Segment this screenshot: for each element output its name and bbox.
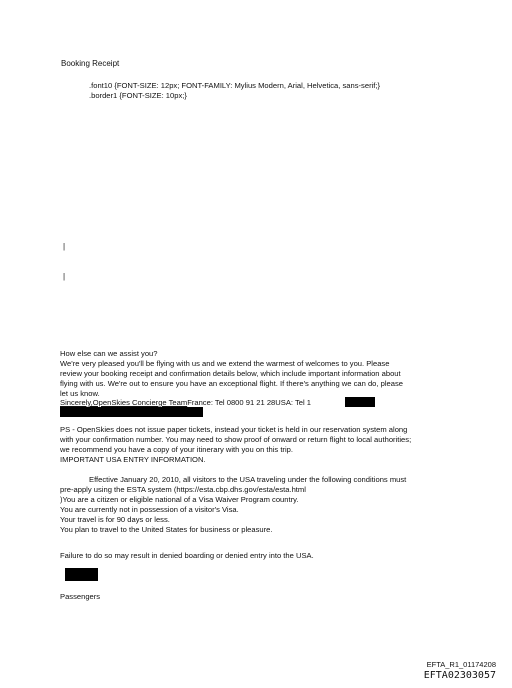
bates-number: EFTA02303057 [423, 670, 496, 681]
redaction-box [65, 568, 98, 581]
esta-condition: You are currently not in possession of a visitor's Visa. [60, 505, 239, 514]
vertical-bar-mark: | [63, 242, 66, 251]
signoff-phones: France: Tel 0800 91 21 28USA: Tel 1 [187, 398, 312, 407]
assist-line: review your booking receipt and confirmation details below, which include important information about [60, 369, 401, 378]
css-line-border1: .border1 {FONT-SIZE: 10px;} [89, 91, 187, 100]
esta-condition: )You are a citizen or eligible national of a Visa Waiver Program country. [60, 495, 299, 504]
ps-line: we recommend you have a copy of your itinerary with you on this trip. [60, 445, 293, 454]
assist-line: flying with us. We're out to ensure you have an exceptional flight. If there's anything we can do, please [60, 379, 403, 388]
css-line-font10: .font10 {FONT-SIZE: 12px; FONT-FAMILY: Mylius Modern, Arial, Helvetica, sans-serif;} [89, 81, 381, 90]
document-title: Booking Receipt [61, 59, 120, 68]
assist-heading: How else can we assist you? [60, 349, 158, 358]
ps-line: PS - OpenSkies does not issue paper tickets, instead your ticket is held in our reservation system along [60, 425, 408, 434]
assist-line: let us know. [60, 389, 100, 398]
signoff-team-link[interactable]: Sincerely,OpenSkies Concierge Team [60, 398, 188, 407]
failure-notice: Failure to do so may result in denied boarding or denied entry into the USA. [60, 551, 314, 560]
esta-line: Effective January 20, 2010, all visitors to the USA traveling under the following conditions must [89, 475, 407, 484]
assist-line: We're very pleased you'll be flying with us and we extend the warmest of welcomes to you. Please [60, 359, 390, 368]
passengers-label: Passengers [60, 592, 101, 601]
redaction-box [345, 397, 375, 407]
esta-condition: Your travel is for 90 days or less. [60, 515, 170, 524]
ps-line: with your confirmation number. You may need to show proof of onward or return flight to local authorities; [60, 435, 412, 444]
usa-entry-heading: IMPORTANT USA ENTRY INFORMATION. [60, 455, 206, 464]
esta-line: pre-apply using the ESTA system (https://esta.cbp.dhs.gov/esta/esta.html [60, 485, 306, 494]
redaction-box [60, 407, 203, 417]
esta-condition: You plan to travel to the United States for business or pleasure. [60, 525, 273, 534]
document-id: EFTA_R1_01174208 [426, 660, 496, 669]
vertical-bar-mark: | [63, 272, 66, 281]
